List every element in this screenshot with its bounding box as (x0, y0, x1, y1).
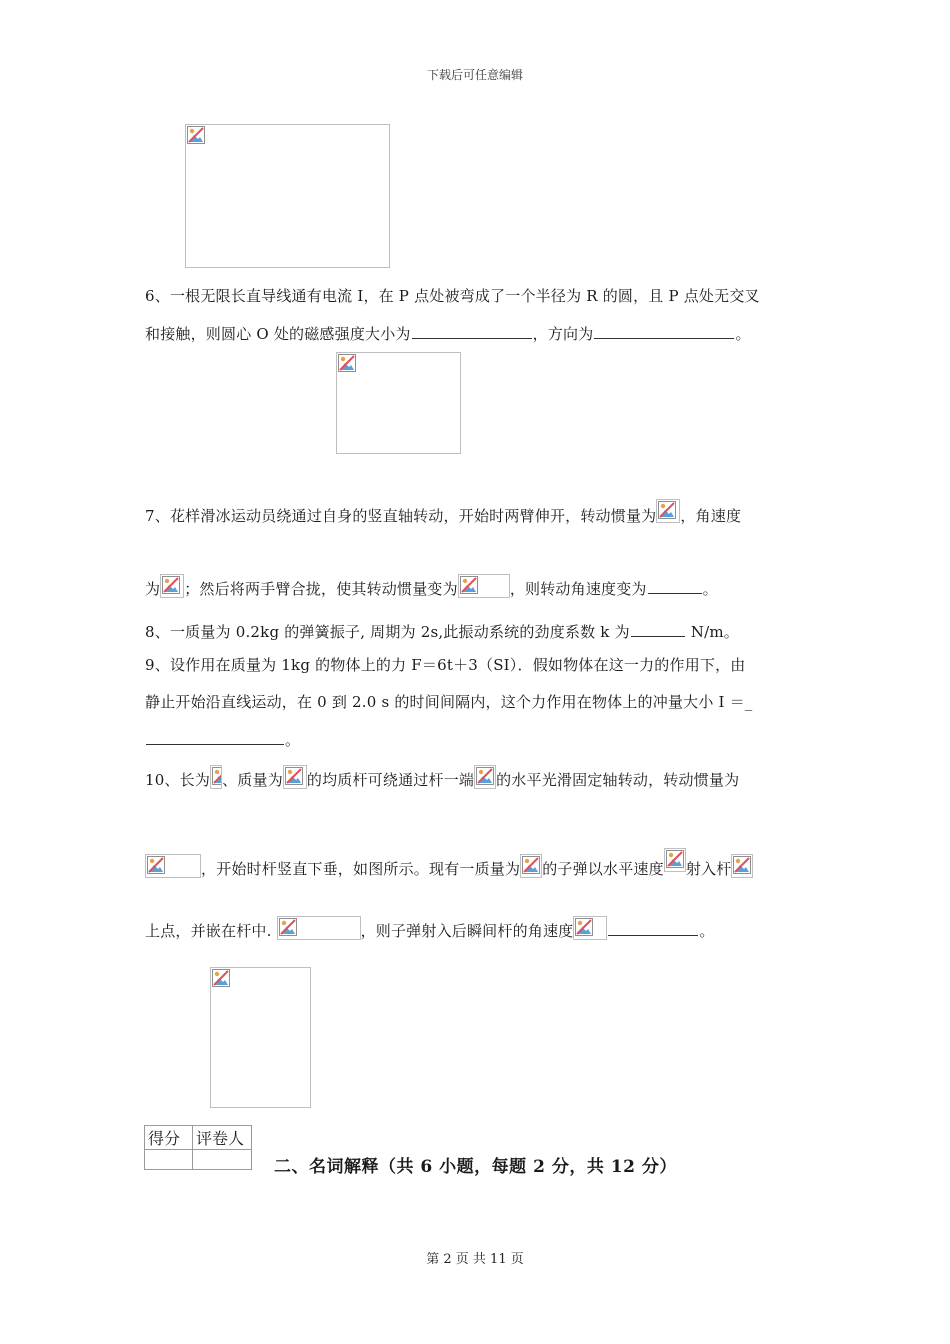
question-7-text: ，则转动角速度变为 (509, 580, 647, 598)
question-10-text: 的子弹以水平速度 (542, 860, 664, 878)
formula-image (210, 765, 222, 789)
page-header-note: 下载后可任意编辑 (426, 68, 523, 82)
question-9-line-1: 9、设作用在质量为 1kg 的物体上的力 F＝6t＋3（SI）．假如物体在这一力的作用下，由 (145, 656, 746, 674)
question-6-line-1: 6、一根无限长直导线通有电流 I，在 P 点处被弯成了一个半径为 R 的圆，且 P 点处无交叉 (145, 287, 760, 305)
question-8-line (145, 622, 739, 642)
answer-blank (146, 730, 284, 745)
formula-image (160, 574, 184, 598)
question-10-line-3 (145, 916, 715, 941)
answer-blank (631, 622, 685, 637)
question-8-text: 8、一质量为 0.2kg 的弹簧振子, 周期为 2s,此振动系统的劲度系数 k 为 (145, 623, 630, 641)
formula-image (664, 848, 686, 872)
formula-image (145, 854, 201, 878)
answer-blank (594, 324, 734, 339)
answer-blank (412, 324, 532, 339)
broken-image-icon (666, 850, 684, 868)
question-10-text: 射入杆 (685, 860, 732, 878)
broken-image-icon (522, 856, 540, 874)
formula-image (573, 916, 607, 940)
question-10-text: 的水平光滑固定轴转动，转动惯量为 (496, 771, 740, 789)
broken-image-icon (733, 856, 751, 874)
broken-image-icon (575, 918, 593, 936)
score-cell[interactable] (145, 1150, 193, 1170)
broken-image-icon (285, 767, 303, 785)
question-10-text: 、质量为 (222, 771, 283, 789)
question-7-text: ；然后将两手臂合拢，使其转动惯量变为 (184, 580, 458, 598)
page-number: 第 2 页 共 11 页 (426, 1252, 524, 1267)
broken-image-icon (212, 767, 222, 785)
score-table (144, 1125, 252, 1170)
question-7-text: 。 (702, 580, 718, 598)
question-10-line-1 (145, 765, 739, 790)
question-10-text: 10、长为 (145, 771, 211, 789)
question-7-text: 7、花样滑冰运动员绕通过自身的竖直轴转动，开始时两臂伸开，转动惯量为 (145, 507, 657, 525)
question-10-text: 的均质杆可绕通过杆一端 (306, 771, 475, 789)
figure-placeholder (185, 124, 390, 268)
grader-cell[interactable] (193, 1150, 252, 1170)
broken-image-icon (658, 501, 676, 519)
broken-image-icon (187, 126, 205, 144)
broken-image-icon (460, 576, 478, 594)
question-6-text: ，方向为 (532, 325, 594, 343)
grader-column-header: 评卷人 (193, 1126, 252, 1150)
figure-placeholder (336, 352, 461, 454)
broken-image-icon (212, 969, 230, 987)
question-6-line-2 (145, 324, 751, 344)
question-6-text: 和接触，则圆心 O 处的磁感强度大小为 (145, 325, 411, 343)
question-7-text: ，角速度 (680, 507, 742, 525)
question-10-line-2 (145, 848, 753, 879)
question-6-text: 。 (735, 325, 751, 343)
figure-placeholder (210, 967, 311, 1108)
formula-image (277, 916, 361, 940)
question-7-text: 为 (145, 580, 161, 598)
broken-image-icon (476, 767, 494, 785)
answer-blank (648, 579, 702, 594)
question-10-text: 。 (699, 922, 715, 940)
score-column-header: 得分 (145, 1126, 193, 1150)
broken-image-icon (279, 918, 297, 936)
formula-image (458, 574, 510, 598)
question-9-line-3 (145, 730, 300, 750)
question-9-text: 。 (285, 731, 301, 749)
broken-image-icon (338, 354, 356, 372)
question-10-text: 上点，并嵌在杆中. (145, 922, 272, 940)
section-title: 二、名词解释（共 6 小题，每题 2 分，共 12 分） (274, 1157, 677, 1177)
broken-image-icon (147, 856, 165, 874)
formula-image (283, 765, 307, 789)
question-9-line-2: 静止开始沿直线运动，在 0 到 2.0 s 的时间间隔内，这个力作用在物体上的冲量大小 I ＝_ (145, 693, 753, 711)
formula-image (474, 765, 496, 789)
formula-image (656, 499, 680, 523)
question-7-line-2 (145, 574, 718, 599)
formula-image (520, 854, 542, 878)
question-7-line-1 (145, 499, 741, 526)
broken-image-icon (162, 576, 180, 594)
answer-blank (608, 921, 698, 936)
formula-image (731, 854, 753, 878)
question-10-text: ，则子弹射入后瞬间杆的角速度 (360, 922, 574, 940)
question-8-text: N/m。 (685, 623, 739, 641)
question-10-text: ，开始时杆竖直下垂，如图所示。现有一质量为 (201, 860, 521, 878)
